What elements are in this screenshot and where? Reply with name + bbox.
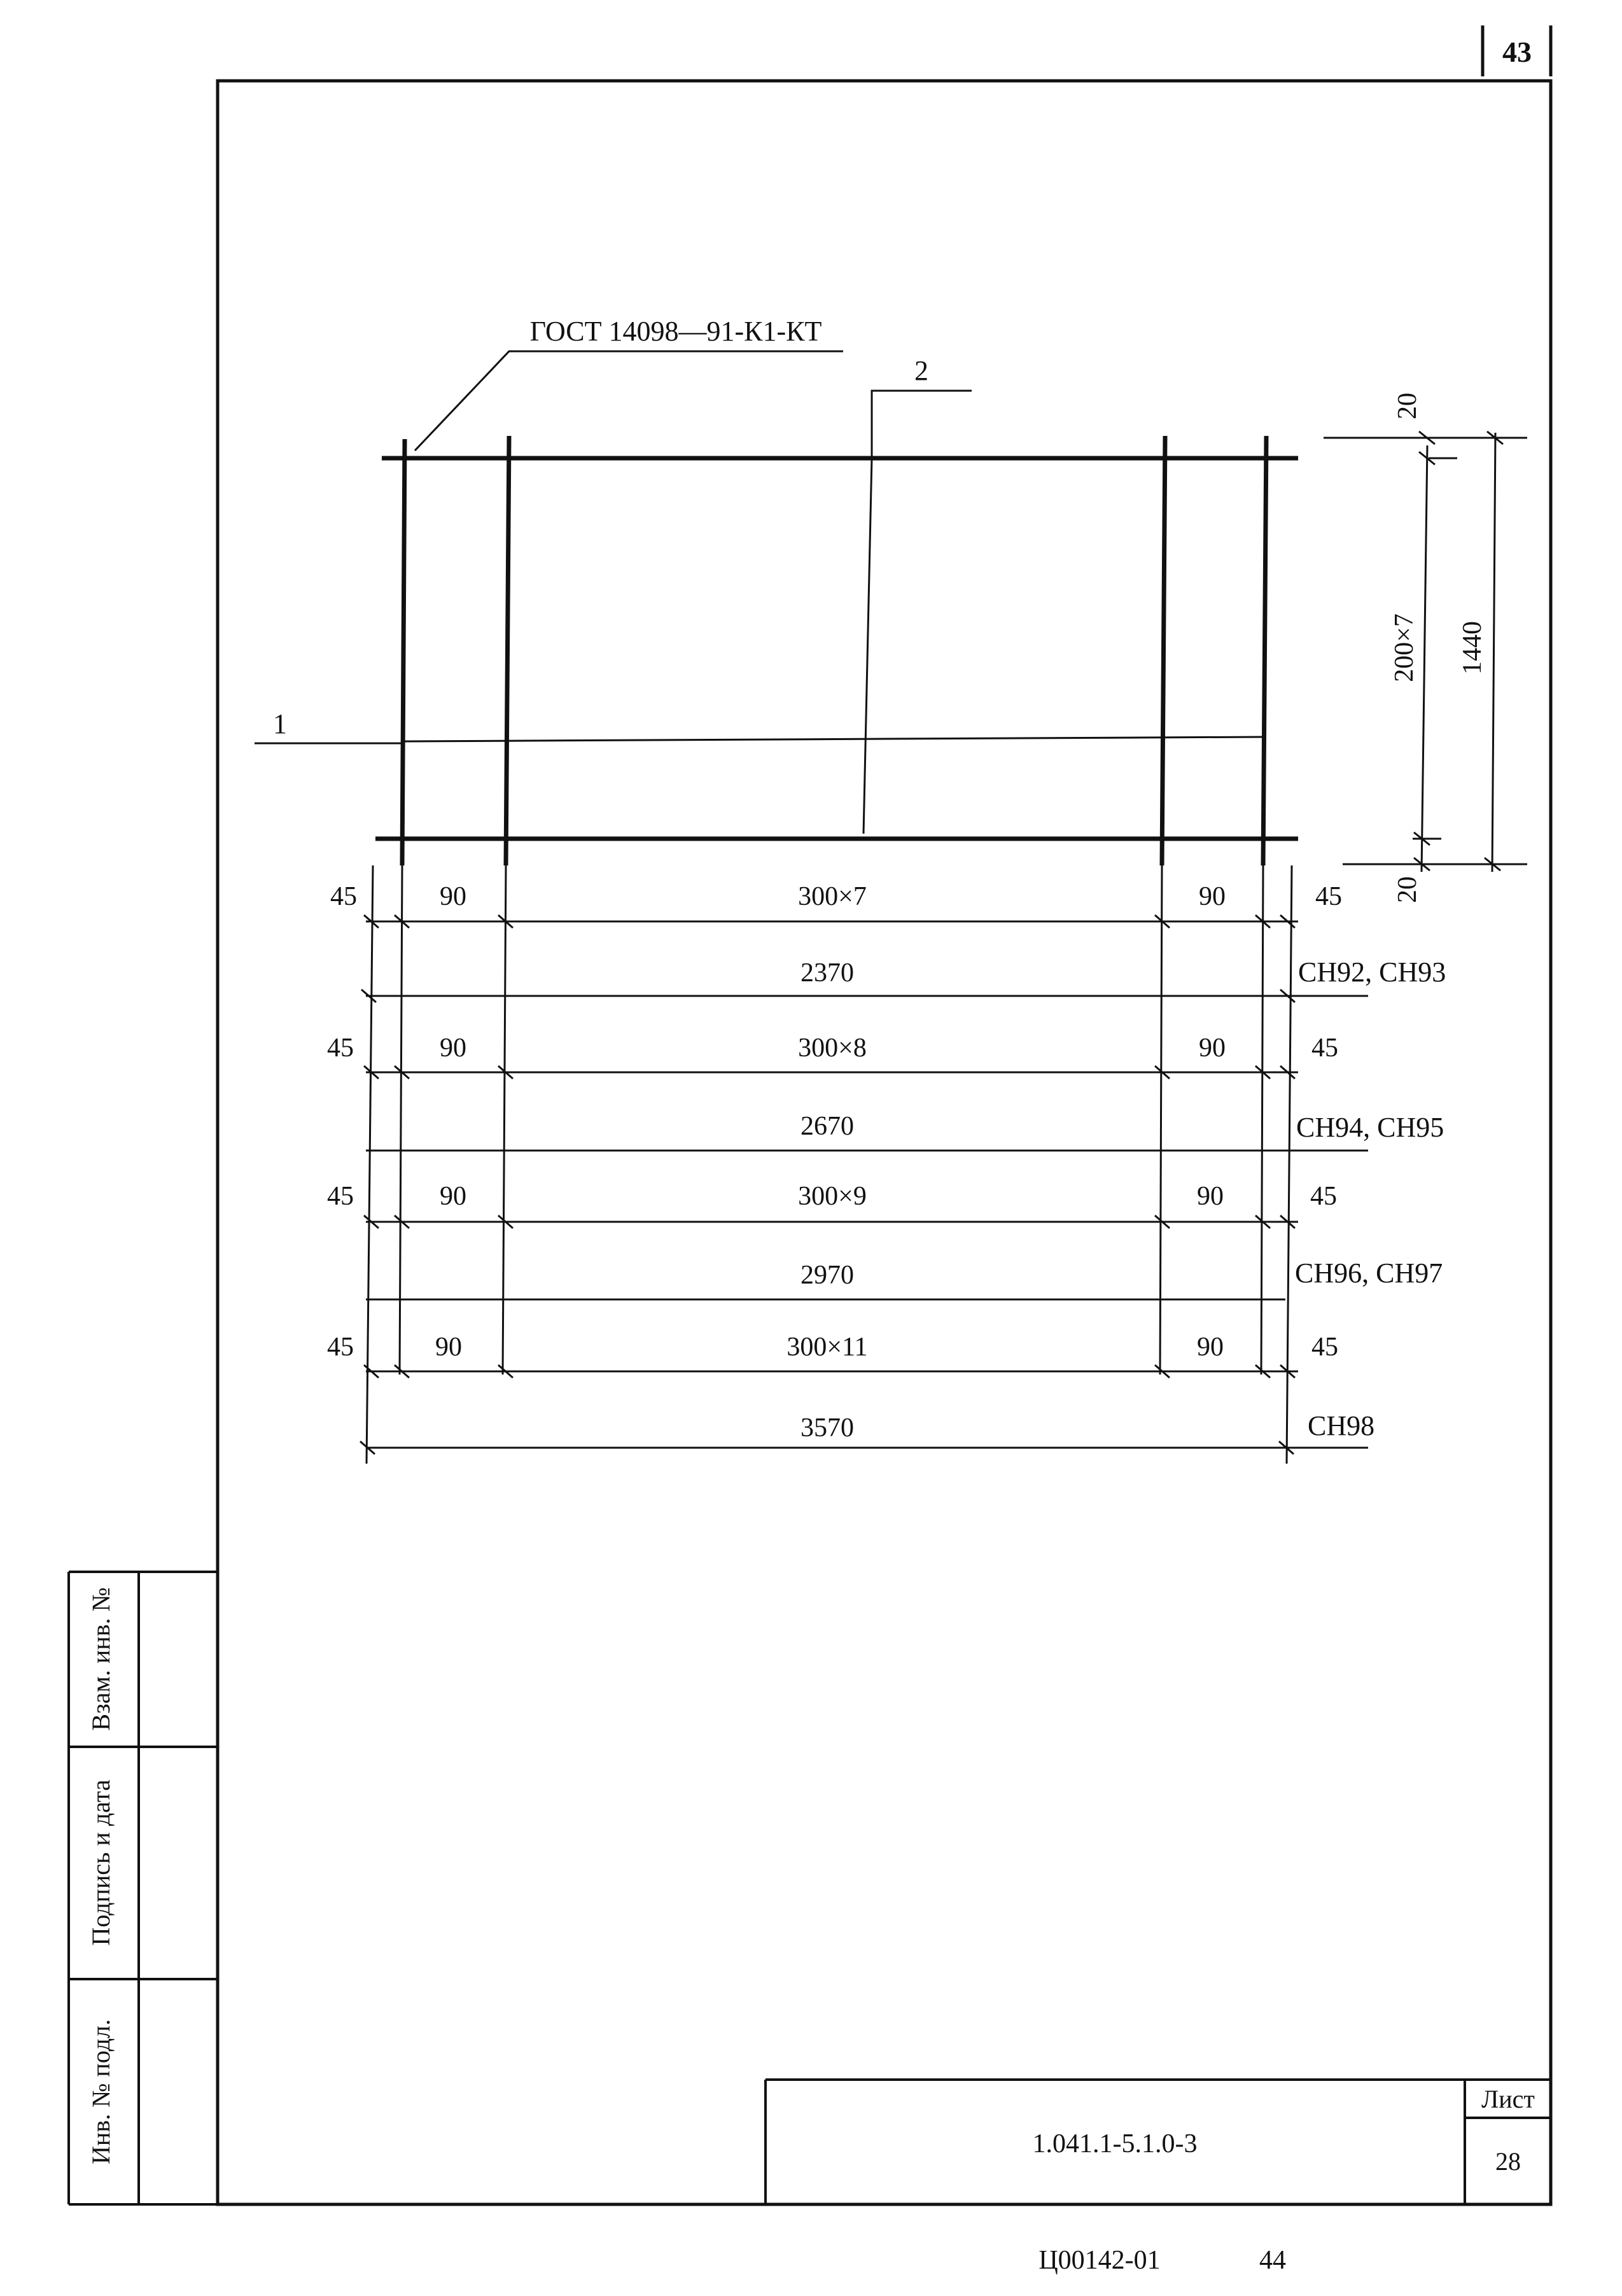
- c3-marks: СН96, СН97: [1295, 1257, 1443, 1289]
- archive-code: Ц00142-01: [1038, 2246, 1161, 2275]
- c2-marks: СН94, СН95: [1296, 1112, 1444, 1143]
- c2-total: 2670: [801, 1112, 854, 1141]
- rod-right-inner: [1162, 436, 1165, 865]
- c3-end-left: 90: [440, 1182, 466, 1211]
- dim-inner-span: 200×7: [1390, 613, 1419, 682]
- c4-end-right: 90: [1197, 1333, 1224, 1362]
- stamp-substitute-inv: Взам. инв. №: [87, 1587, 115, 1731]
- sheet-label: Лист: [1481, 2085, 1535, 2113]
- c2-edge-left: 45: [327, 1033, 354, 1063]
- c2-end-right: 90: [1199, 1033, 1226, 1063]
- weld-standard-label: ГОСТ 14098—91-К1-КТ: [529, 316, 822, 347]
- dimension-chain-1: [330, 882, 1446, 1002]
- dimension-chain-2: [327, 1033, 1444, 1151]
- c2-end-left: 90: [440, 1033, 466, 1063]
- doc-code: 1.041.1-5.1.0-3: [1032, 2129, 1198, 2159]
- dimension-chain-4: [327, 1333, 1374, 1454]
- sheet-number: 28: [1495, 2147, 1521, 2176]
- position-1-label: 1: [273, 708, 287, 739]
- c1-total: 2370: [801, 958, 854, 988]
- stamp-sign-date: Подпись и дата: [87, 1779, 115, 1946]
- c1-middle: 300×7: [798, 882, 867, 911]
- dimension-chain-3: [327, 1182, 1443, 1299]
- page-number: 43: [1502, 36, 1532, 68]
- c4-total: 3570: [801, 1413, 854, 1443]
- c1-end-right: 90: [1199, 882, 1226, 911]
- rod-left-inner: [506, 436, 509, 865]
- c1-end-left: 90: [440, 882, 466, 911]
- c3-edge-right: 45: [1310, 1182, 1337, 1211]
- c4-middle: 300×11: [787, 1333, 868, 1362]
- dim-top-offset: 20: [1393, 393, 1422, 419]
- position-2-label: 2: [914, 355, 928, 386]
- leaders: [255, 351, 1266, 834]
- c2-middle: 300×8: [798, 1033, 867, 1063]
- c3-end-right: 90: [1197, 1182, 1224, 1211]
- c4-edge-right: 45: [1311, 1333, 1338, 1362]
- c1-marks: СН92, СН93: [1298, 956, 1446, 988]
- c1-edge-right: 45: [1315, 882, 1342, 911]
- c3-total: 2970: [801, 1261, 854, 1290]
- dim-overall-height: 1440: [1458, 621, 1487, 675]
- archive-page: 44: [1259, 2246, 1286, 2275]
- stamp-orig-inv: Инв. № подл.: [87, 2019, 115, 2164]
- page-number-box: [1483, 25, 1551, 76]
- c3-edge-left: 45: [327, 1182, 354, 1211]
- c2-edge-right: 45: [1311, 1033, 1338, 1063]
- rod-1-line: [402, 737, 1266, 741]
- rod-left-outer: [402, 439, 405, 865]
- dim-bottom-offset: 20: [1393, 876, 1422, 903]
- weld-leader: [415, 351, 843, 451]
- c3-middle: 300×9: [798, 1182, 867, 1211]
- leader-2: [872, 391, 972, 458]
- c4-edge-left: 45: [327, 1333, 354, 1362]
- axis-line-2: [863, 458, 872, 834]
- extension-lines: [367, 865, 1292, 1464]
- rod-right-outer: [1263, 436, 1266, 865]
- c4-marks: СН98: [1308, 1410, 1375, 1441]
- mesh: [375, 436, 1298, 865]
- c1-edge-left: 45: [330, 882, 357, 911]
- vertical-dimensions: [1324, 431, 1527, 872]
- c4-end-left: 90: [435, 1333, 462, 1362]
